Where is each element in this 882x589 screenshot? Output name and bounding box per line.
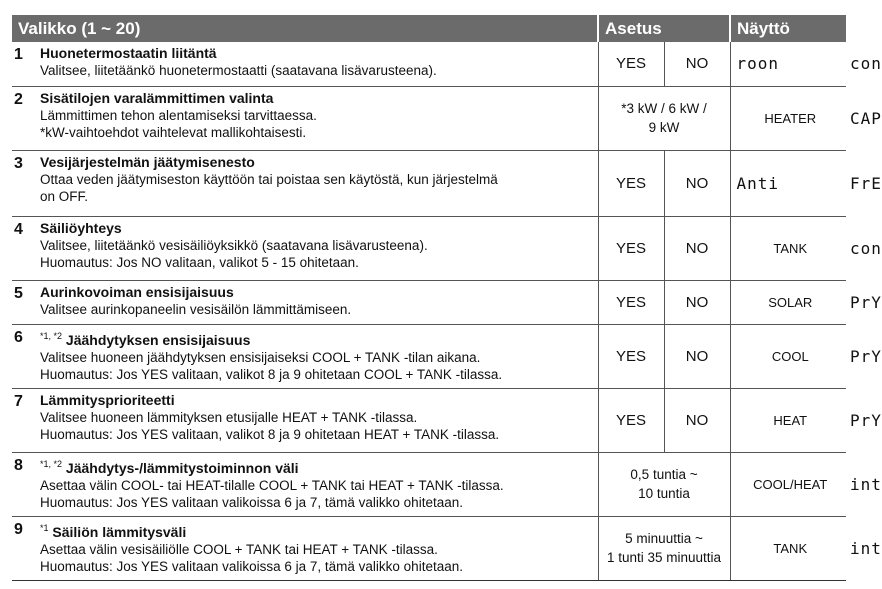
row-number: 6: [12, 324, 40, 388]
footnote-marker: *1, *2: [40, 458, 63, 469]
row-text-line: Valitsee huoneen jäähdytyksen ensisijaiseksi COOL + TANK -tilan aikana.: [40, 349, 481, 365]
row-title-text: Huonetermostaatin liitäntä: [40, 45, 217, 61]
display-label: TANK: [730, 516, 846, 580]
display-label: roon: [730, 42, 846, 86]
setting-range: [598, 452, 730, 516]
row-text-line: Huomautus: Jos YES valitaan, valikot 8 ja 9 ohitetaan COOL + TANK -tilassa.: [40, 366, 503, 382]
row-description: [40, 86, 598, 150]
header-display: Näyttö: [730, 15, 846, 42]
row-title-text: Lämmitysprioriteetti: [40, 391, 175, 408]
header-setting: Asetus: [598, 15, 730, 42]
row-title: [40, 284, 594, 301]
option-yes: YES: [598, 280, 664, 324]
option-no: NO: [664, 150, 730, 216]
row-text-line: Valitsee huoneen lämmityksen etusijalle HEAT + TANK -tilassa.: [40, 409, 418, 425]
option-no: NO: [664, 324, 730, 388]
setting-range-line: 9 kW: [648, 120, 680, 135]
row-text-line: Valitsee, liitetäänkö huonetermostaatti (saatavana lisävarusteena).: [40, 63, 437, 78]
row-description: [40, 324, 598, 388]
row-description: [40, 150, 598, 216]
row-text-line: Huomautus: Jos YES valitaan, valikot 8 ja 9 ohitetaan HEAT + TANK -tilassa.: [40, 426, 500, 442]
display-label: COOL: [730, 324, 846, 388]
table-row: 4 Säiliöyhteys Valitsee, liitetäänkö vesisäiliöyksikkö (saatavana lisävarusteena). Huomautus: Jos NO valitaan, valikot 5 - 15 ohitetaan. YES NO TANK con: [12, 216, 846, 280]
row-description: [40, 280, 598, 324]
option-yes: YES: [598, 150, 664, 216]
row-description: [40, 42, 598, 86]
display-label: HEATER: [730, 86, 846, 150]
row-text-line: Ottaa veden jäätymiseston käyttöön tai poistaa sen käytöstä, kun järjestelmä: [40, 171, 498, 187]
display-label: COOL/HEAT: [730, 452, 846, 516]
row-title: [40, 456, 594, 477]
option-no: NO: [664, 280, 730, 324]
row-title: [40, 328, 594, 349]
display-label: TANK: [730, 216, 846, 280]
setting-range-line: *3 kW / 6 kW /: [621, 101, 707, 116]
display-label: Anti: [730, 150, 846, 216]
row-title-text: Jäähdytyksen ensisijaisuus: [65, 331, 251, 348]
row-number: 4: [12, 216, 40, 280]
option-yes: YES: [598, 42, 664, 86]
table-row: 5 Aurinkovoiman ensisijaisuus Valitsee aurinkopaneelin vesisäilön lämmittämiseen. YES NO SOLAR PrY: [12, 280, 846, 324]
setting-range-line: 10 tuntia: [638, 486, 690, 501]
row-text-line: *kW-vaihtoehdot vaihtelevat mallikohtaisesti.: [40, 124, 307, 140]
display-label: HEAT: [730, 388, 846, 452]
row-number: 3: [12, 150, 40, 216]
row-description: [40, 388, 598, 452]
row-description: [40, 516, 598, 580]
table-row: 7 Lämmitysprioriteetti Valitsee huoneen lämmityksen etusijalle HEAT + TANK -tilassa. Huomautus: Jos YES valitaan, valikot 8 ja 9 ohitetaan HEAT + TANK -tilassa. YES NO HEAT PrY: [12, 388, 846, 452]
setting-range: [598, 516, 730, 580]
row-title-text: Säiliöyhteys: [40, 219, 122, 236]
option-no: NO: [664, 216, 730, 280]
table-header-row: [12, 15, 846, 42]
row-text-line: Lämmittimen tehon alentamiseksi tarvittaessa.: [40, 107, 317, 123]
option-yes: YES: [598, 216, 664, 280]
row-number: 7: [12, 388, 40, 452]
row-number: 9: [12, 516, 40, 580]
setting-range-line: 1 tunti 35 minuuttia: [606, 550, 722, 565]
row-text-line: Valitsee aurinkopaneelin vesisäilön lämmittämiseen.: [40, 301, 352, 317]
footnote-marker: *1, *2: [40, 330, 63, 341]
option-no: NO: [664, 42, 730, 86]
option-yes: YES: [598, 324, 664, 388]
row-title-text: Aurinkovoiman ensisijaisuus: [40, 283, 234, 300]
settings-table: [12, 15, 882, 581]
row-description: [40, 452, 598, 516]
row-number: 2: [12, 86, 40, 150]
setting-range-line: 0,5 tuntia ~: [630, 467, 698, 482]
row-title: [40, 220, 594, 237]
table-row: 2 Sisätilojen varalämmittimen valinta Lämmittimen tehon alentamiseksi tarvittaessa. *kW-vaihtoehdot vaihtelevat mallikohtaisesti. *3 kW / 6 kW / 9 kW HEATER CAP: [12, 86, 846, 150]
table-row: 6 $^{*1, *2}$ Jäähdytyksen ensisijaisuus Valitsee huoneen jäähdytyksen ensisijaiseksi COOL + TANK -tilan aikana. Huomautus: Jos YES valitaan, valikot 8 ja 9 ohitetaan COOL + TANK -tilassa. YES NO COOL PrY: [12, 324, 846, 388]
row-text-line: Asettaa välin COOL- tai HEAT-tilalle COOL + TANK tai HEAT + TANK -tilassa.: [40, 477, 504, 493]
row-title: [40, 154, 594, 171]
table-row: 1 Huonetermostaatin liitäntä Valitsee, liitetäänkö huonetermostaatti (saatavana lisävarusteena). YES NO roon con: [12, 42, 846, 86]
row-title: [40, 520, 594, 541]
row-title: [40, 90, 594, 107]
setting-range: [598, 86, 730, 150]
row-number: 5: [12, 280, 40, 324]
header-menu: Valikko (1 ~ 20): [12, 15, 598, 42]
setting-range-line: 5 minuuttia ~: [625, 531, 703, 546]
row-title-text: Jäähdytys-/lämmitystoiminnon väli: [65, 459, 299, 476]
row-text-line: Huomautus: Jos YES valitaan valikoissa 6 ja 7, tämä valikko ohitetaan.: [40, 494, 463, 510]
row-text-line: on OFF.: [40, 188, 89, 204]
display-label: SOLAR: [730, 280, 846, 324]
option-no: NO: [664, 388, 730, 452]
table-row: 8 $^{*1, *2}$ Jäähdytys-/lämmitystoiminnon väli Asettaa välin COOL- tai HEAT-tilalle COOL + TANK tai HEAT + TANK -tilassa. Huomautus: Jos YES valitaan valikoissa 6 ja 7, tämä valikko ohitetaan. 0,5 tuntia ~ 10 tuntia COOL/HEAT int: [12, 452, 846, 516]
row-number: 8: [12, 452, 40, 516]
footnote-marker: *1: [40, 522, 49, 533]
row-title-text: Säiliön lämmitysväli: [52, 523, 187, 540]
option-yes: YES: [598, 388, 664, 452]
row-title-text: Vesijärjestelmän jäätymisenesto: [40, 153, 255, 170]
row-description: [40, 216, 598, 280]
table-row: 9 $^{*1}$ Säiliön lämmitysväli Asettaa välin vesisäiliölle COOL + TANK tai HEAT + TANK -tilassa. Huomautus: Jos YES valitaan valikoissa 6 ja 7, tämä valikko ohitetaan. 5 minuuttia ~ 1 tunti 35 minuuttia TANK int: [12, 516, 846, 580]
row-title-text: Sisätilojen varalämmittimen valinta: [40, 89, 274, 106]
row-title: [40, 392, 594, 409]
row-text-line: Asettaa välin vesisäiliölle COOL + TANK tai HEAT + TANK -tilassa.: [40, 541, 438, 557]
row-title: [40, 45, 594, 62]
row-text-line: Valitsee, liitetäänkö vesisäiliöyksikkö (saatavana lisävarusteena).: [40, 237, 428, 253]
row-number: 1: [12, 42, 40, 86]
row-text-line: Huomautus: Jos NO valitaan, valikot 5 - 15 ohitetaan.: [40, 254, 359, 270]
row-text-line: Huomautus: Jos YES valitaan valikoissa 6 ja 7, tämä valikko ohitetaan.: [40, 558, 463, 574]
table-row: 3 Vesijärjestelmän jäätymisenesto Ottaa veden jäätymiseston käyttöön tai poistaa sen käytöstä, kun järjestelmä on OFF. YES NO Anti FrE: [12, 150, 846, 216]
